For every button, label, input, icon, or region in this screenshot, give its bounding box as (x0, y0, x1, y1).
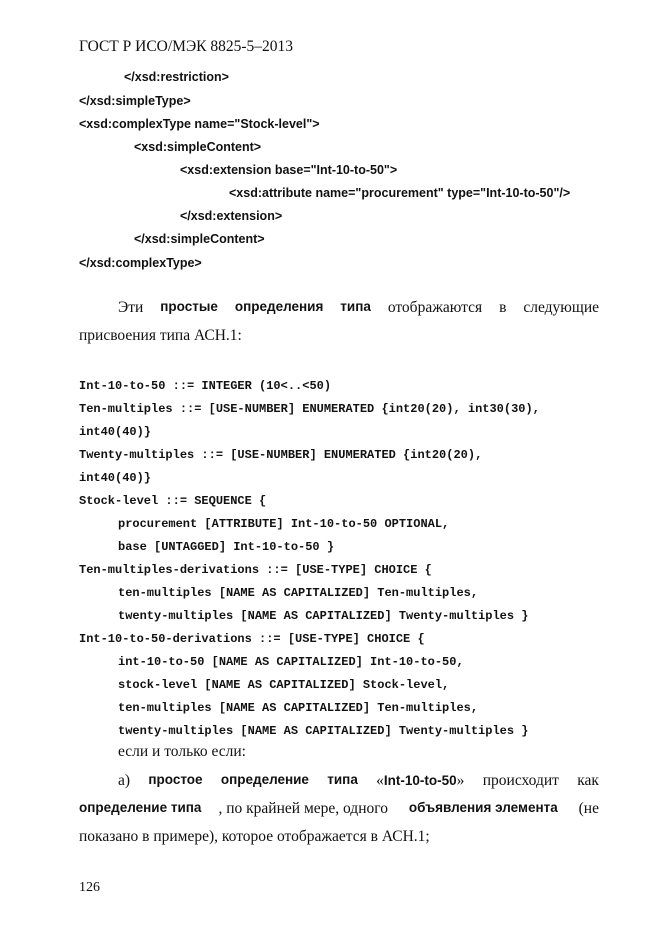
asn-line: twenty-multiples [NAME AS CAPITALIZED] Twenty-multiples } (118, 724, 529, 738)
code-name: Int-10-to-50 (383, 773, 457, 788)
asn-line: ten-multiples [NAME AS CAPITALIZED] Ten-multiples, (118, 701, 479, 715)
asn-line: base [UNTAGGED] Int-10-to-50 } (118, 540, 335, 554)
xsd-line: </xsd:restriction> (124, 70, 229, 84)
condition-text: если и только если: (118, 743, 246, 760)
asn-line: procurement [ATTRIBUTE] Int-10-to-50 OPTIONAL, (118, 517, 450, 531)
page-header: ГОСТ Р ИСО/МЭК 8825-5–2013 (79, 38, 294, 55)
asn-line: Ten-multiples-derivations ::= [USE-TYPE] CHOICE { (79, 563, 432, 577)
quote-open: « (376, 772, 384, 789)
word: отображаются (387, 299, 483, 316)
xsd-line: </xsd:simpleType> (79, 94, 191, 108)
term: определения (234, 299, 324, 314)
term: простые (160, 299, 218, 314)
quote-close: » (456, 772, 465, 789)
word: следующие (523, 299, 599, 316)
xsd-line: <xsd:extension base="Int-10-to-50"> (180, 163, 398, 177)
asn-line: Twenty-multiples ::= [USE-NUMBER] ENUMERATED {int20(20), (79, 448, 483, 462)
asn-line: Int-10-to-50 ::= INTEGER (10<..<50) (79, 379, 332, 393)
xsd-line: </xsd:complexType> (79, 256, 202, 270)
asn-line: int40(40)} (79, 425, 152, 439)
asn-line: Int-10-to-50-derivations ::= [USE-TYPE] CHOICE { (79, 632, 425, 646)
list-item-line (118, 772, 599, 790)
list-marker: а) (118, 772, 131, 789)
asn-line: Ten-multiples ::= [USE-NUMBER] ENUMERATED {int20(20), int30(30), (79, 402, 540, 416)
list-item-line: показано в примере), которое отображается в АСН.1; (79, 828, 430, 845)
term: определение (220, 772, 309, 787)
word: происходит (482, 772, 559, 789)
asn-line: int40(40)} (79, 471, 152, 485)
text: (не (574, 800, 599, 817)
page-number: 126 (79, 880, 100, 895)
term: типа (340, 299, 371, 314)
asn-line: Stock-level ::= SEQUENCE { (79, 494, 267, 508)
term: типа (327, 772, 358, 787)
xsd-line: </xsd:simpleContent> (134, 232, 265, 246)
asn-line: stock-level [NAME AS CAPITALIZED] Stock-level, (118, 678, 450, 692)
term: определение типа (79, 800, 202, 815)
xsd-line: <xsd:simpleContent> (134, 140, 262, 154)
term: объявления элемента (408, 800, 558, 815)
paragraph-line: присвоения типа АСН.1: (79, 327, 242, 344)
asn-line: int-10-to-50 [NAME AS CAPITALIZED] Int-10-to-50, (118, 655, 464, 669)
word: в (499, 299, 507, 316)
text: , по крайней мере, одного (218, 800, 392, 817)
paragraph-line (118, 299, 599, 317)
word: как (577, 772, 599, 789)
list-item-line (79, 800, 599, 818)
quoted-name (376, 772, 464, 790)
asn-line: twenty-multiples [NAME AS CAPITALIZED] Twenty-multiples } (118, 609, 529, 623)
asn-line: ten-multiples [NAME AS CAPITALIZED] Ten-multiples, (118, 586, 479, 600)
xsd-line: <xsd:attribute name="procurement" type="Int-10-to-50"/> (229, 186, 571, 200)
term: простое (148, 772, 203, 787)
word: Эти (118, 299, 144, 316)
xsd-line: </xsd:extension> (180, 209, 283, 223)
xsd-line: <xsd:complexType name="Stock-level"> (79, 117, 320, 131)
